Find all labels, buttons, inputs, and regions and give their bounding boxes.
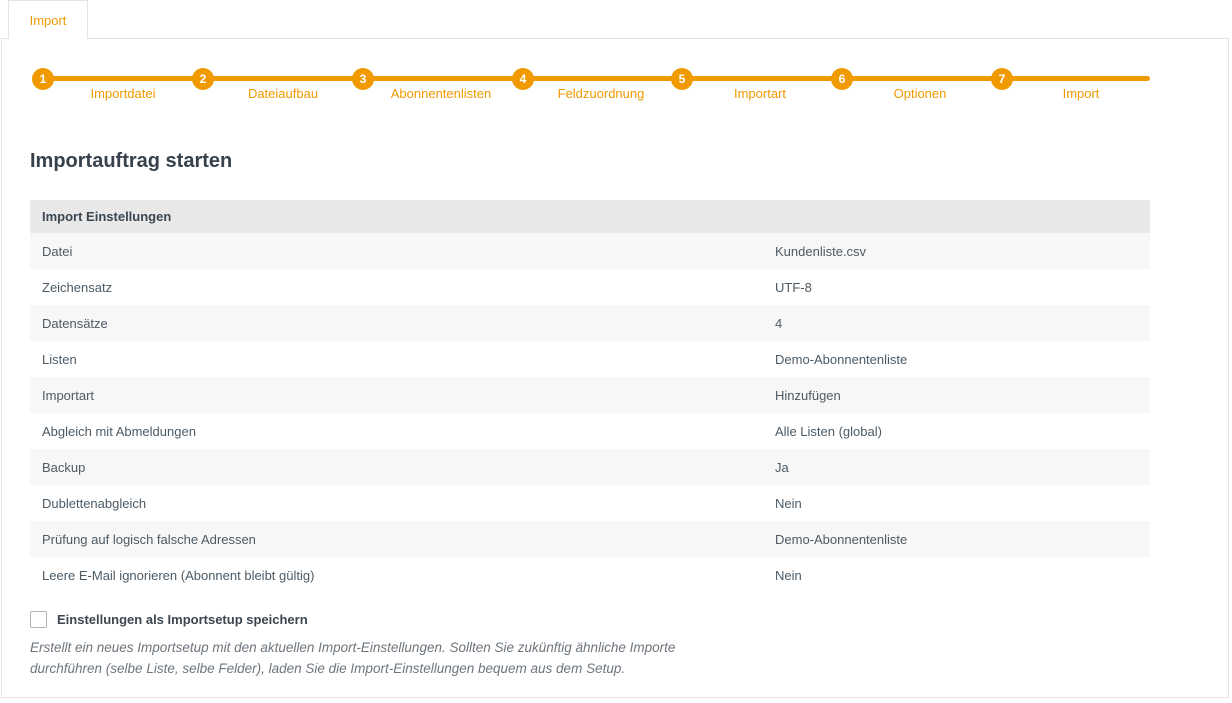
- row-value: UTF-8: [775, 279, 812, 295]
- save-importsetup-row[interactable]: [30, 611, 308, 628]
- row-label: Leere E-Mail ignorieren (Abonnent bleibt gültig): [42, 567, 315, 583]
- step-label-feldzuordnung[interactable]: Feldzuordnung: [557, 86, 645, 101]
- step-label-importart[interactable]: Importart: [733, 86, 786, 101]
- step-circle-import[interactable]: 7: [991, 68, 1013, 90]
- step-label-dateiaufbau[interactable]: Dateiaufbau: [247, 86, 319, 101]
- step-circle-dateiaufbau[interactable]: 2: [192, 68, 214, 90]
- row-value: Hinzufügen: [775, 387, 841, 403]
- step-label-abonnentenlisten[interactable]: Abonnentenlisten: [390, 86, 492, 101]
- tab-import[interactable]: [8, 0, 88, 39]
- row-label: Datei: [42, 243, 73, 259]
- step-circle-feldzuordnung[interactable]: 4: [512, 68, 534, 90]
- row-value: Nein: [775, 495, 802, 511]
- settings-row-abgleich-abmeldungen: [30, 413, 1150, 449]
- step-label-import[interactable]: Import: [1062, 86, 1100, 101]
- row-value: Demo-Abonnentenliste: [775, 531, 908, 547]
- tab-import-label: Import: [29, 12, 67, 28]
- save-importsetup-label[interactable]: Einstellungen als Importsetup speichern: [57, 612, 308, 627]
- settings-row-listen: [30, 341, 1150, 377]
- row-label: Datensätze: [42, 315, 108, 331]
- settings-row-datei: [30, 233, 1150, 269]
- save-importsetup-checkbox[interactable]: [30, 611, 47, 628]
- step-circle-optionen[interactable]: 6: [831, 68, 853, 90]
- row-label: Prüfung auf logisch falsche Adressen: [42, 531, 256, 547]
- row-label: Backup: [42, 459, 86, 475]
- import-settings-table: [30, 200, 1150, 593]
- row-value: Alle Listen (global): [775, 423, 882, 439]
- importsetup-description: Erstellt ein neues Importsetup mit den aktuellen Import-Einstellungen. Sollten Sie zukünftig ähnliche Importe durchführen (selbe Liste, selbe Felder), laden Sie die Import-Einstellungen bequem aus dem Setup.: [30, 640, 676, 676]
- row-label: Listen: [42, 351, 77, 367]
- settings-row-backup: [30, 449, 1150, 485]
- page-title: Importauftrag starten: [30, 150, 233, 172]
- settings-row-leere-email: [30, 557, 1150, 593]
- settings-row-dublettenabgleich: [30, 485, 1150, 521]
- row-value: Kundenliste.csv: [775, 243, 867, 259]
- row-label: Abgleich mit Abmeldungen: [42, 423, 196, 439]
- step-label-importdatei[interactable]: Importdatei: [90, 86, 156, 101]
- settings-row-pruefung-adressen: [30, 521, 1150, 557]
- row-value: 4: [775, 315, 783, 331]
- row-label: Zeichensatz: [42, 279, 113, 295]
- step-circle-importdatei[interactable]: 1: [32, 68, 54, 90]
- settings-table-header: Import Einstellungen: [30, 200, 1150, 233]
- row-value: Nein: [775, 567, 802, 583]
- settings-row-importart: [30, 377, 1150, 413]
- step-circle-importart[interactable]: 5: [671, 68, 693, 90]
- row-label: Dublettenabgleich: [42, 495, 147, 511]
- row-value: Ja: [775, 459, 789, 475]
- settings-row-zeichensatz: [30, 269, 1150, 305]
- row-value: Demo-Abonnentenliste: [775, 351, 908, 367]
- step-label-optionen[interactable]: Optionen: [893, 86, 947, 101]
- row-label: Importart: [42, 387, 95, 403]
- step-circle-abonnentenlisten[interactable]: 3: [352, 68, 374, 90]
- settings-row-datensaetze: [30, 305, 1150, 341]
